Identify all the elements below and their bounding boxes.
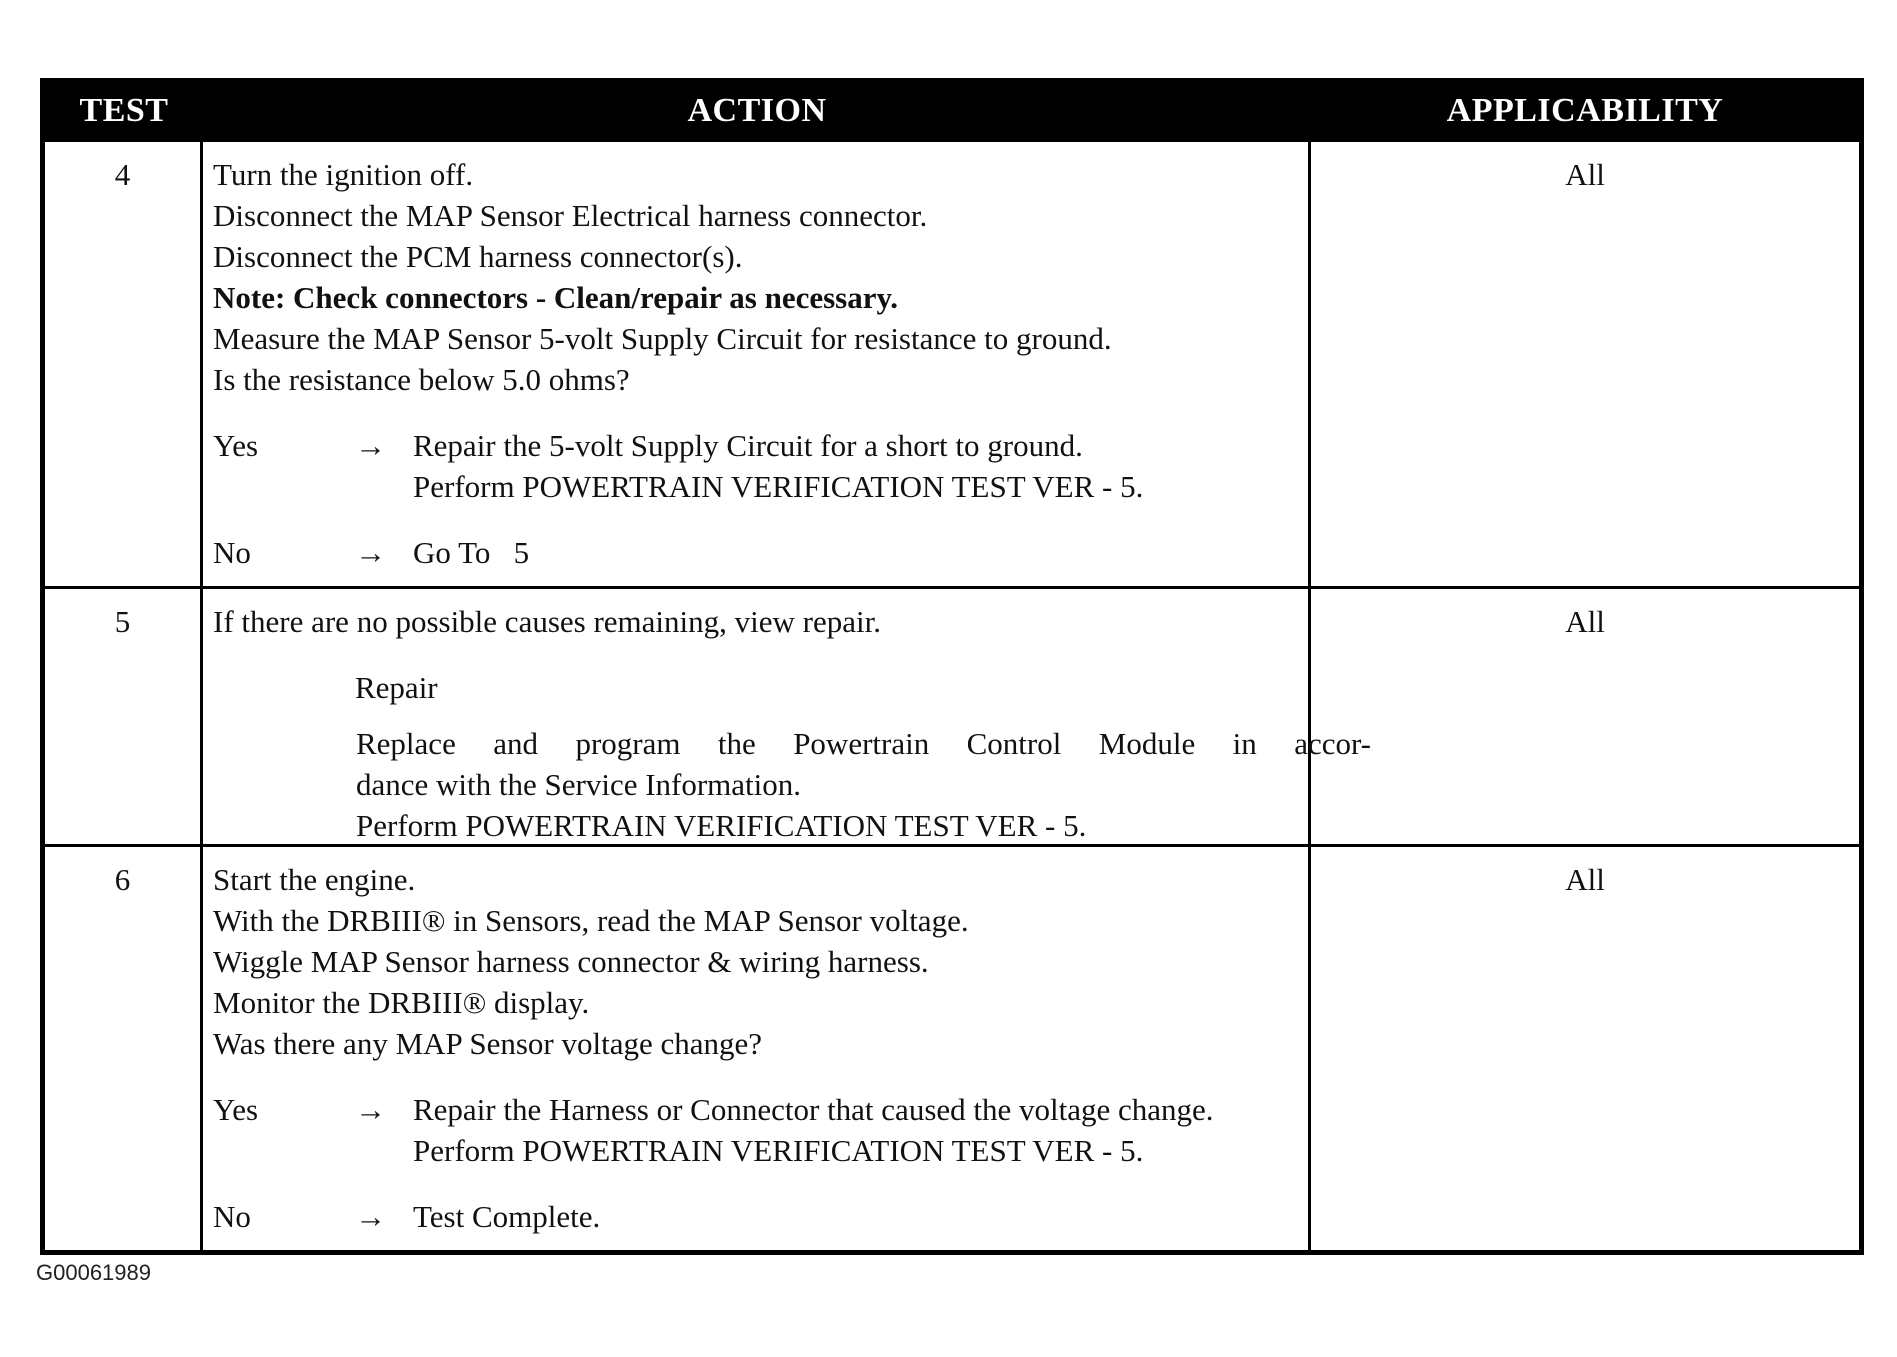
action-cell [203,139,1311,586]
outcome-line: Test Complete. [413,1199,601,1234]
action-line: Start the engine. [213,862,416,897]
action-note: Note: Check connectors - Clean/repair as necessary. [213,280,899,315]
action-line: Turn the ignition off. [213,157,474,192]
test-number: 6 [45,844,203,1250]
no-label: No [213,535,251,570]
applicability-value: All [1311,586,1859,844]
repair-line: Replace and program the Powertrain Control Module in accor- [356,726,1371,761]
action-line: If there are no possible causes remaining, view repair. [213,604,881,639]
arrow-right-icon: → [355,1092,386,1127]
test-number: 5 [45,586,203,844]
outcome-line: Perform POWERTRAIN VERIFICATION TEST VER - 5. [413,1133,1144,1168]
no-branch [213,1196,1308,1237]
arrow-right-icon: → [355,1199,386,1234]
action-cell [203,844,1311,1250]
arrow-right-icon: → [355,535,386,570]
no-label: No [213,1199,251,1234]
action-line: Wiggle MAP Sensor harness connector & wiring harness. [213,944,929,979]
action-line: With the DRBIII® in Sensors, read the MAP Sensor voltage. [213,903,969,938]
applicability-value: All [1311,139,1859,586]
action-question: Was there any MAP Sensor voltage change? [213,1026,763,1061]
repair-label: Repair [355,670,438,705]
header-applicability: APPLICABILITY [1311,83,1859,139]
outcome-line: Go To 5 [413,535,530,570]
repair-block [213,667,1308,708]
header-action: ACTION [203,83,1311,139]
figure-id: G00061989 [36,1260,151,1285]
yes-outcome [413,1089,1308,1171]
no-branch [213,532,1308,573]
applicability-value: All [1311,844,1859,1250]
diagnostic-test-table [40,78,1864,1255]
no-outcome [413,1196,1308,1237]
action-line: Monitor the DRBIII® display. [213,985,590,1020]
action-question: Is the resistance below 5.0 ohms? [213,362,630,397]
action-cell [203,586,1371,844]
no-outcome [413,532,1308,573]
repair-line: Perform POWERTRAIN VERIFICATION TEST VER - 5. [356,808,1087,843]
repair-line: dance with the Service Information. [356,767,802,802]
action-line: Disconnect the PCM harness connector(s). [213,239,743,274]
yes-branch [213,425,1308,507]
yes-label: Yes [213,1092,259,1127]
action-line: Measure the MAP Sensor 5-volt Supply Circuit for resistance to ground. [213,321,1112,356]
yes-outcome [413,425,1308,507]
arrow-right-icon: → [355,428,386,463]
outcome-line: Repair the Harness or Connector that caused the voltage change. [413,1092,1214,1127]
yes-label: Yes [213,428,259,463]
outcome-line: Repair the 5-volt Supply Circuit for a short to ground. [413,428,1083,463]
outcome-line: Perform POWERTRAIN VERIFICATION TEST VER - 5. [413,469,1144,504]
header-test: TEST [45,83,203,139]
yes-branch [213,1089,1308,1171]
test-number: 4 [45,139,203,586]
repair-instructions [213,723,1371,846]
action-line: Disconnect the MAP Sensor Electrical harness connector. [213,198,928,233]
